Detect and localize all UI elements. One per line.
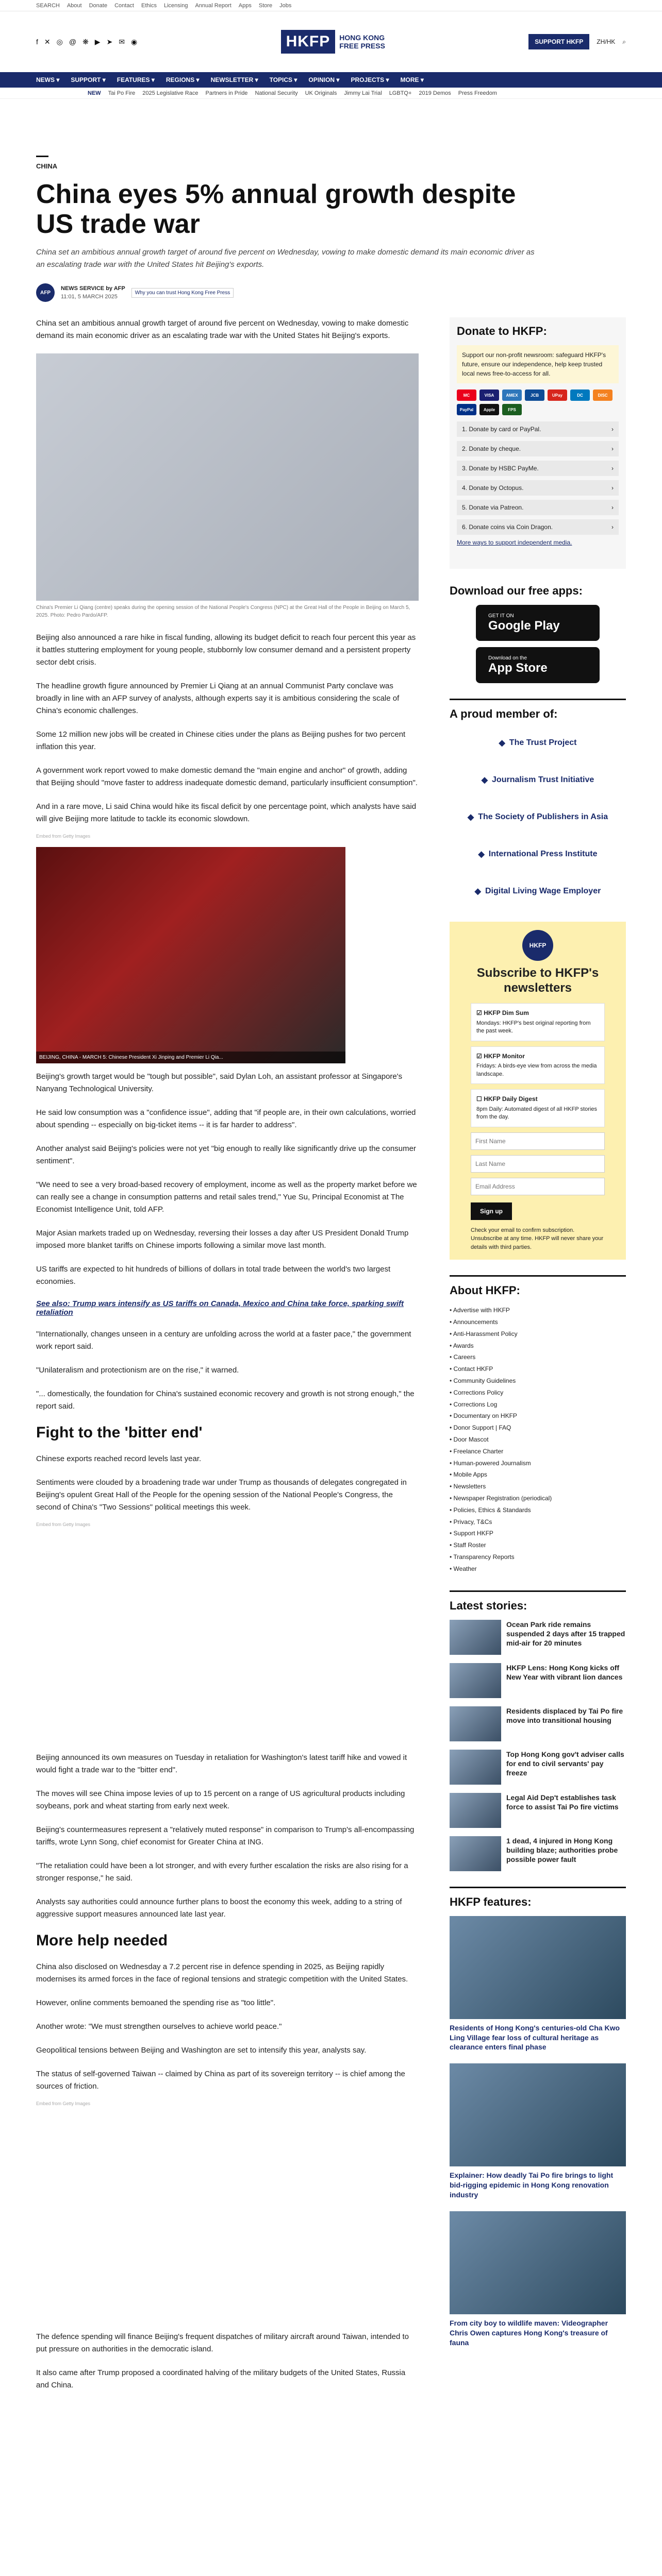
latest-title: Latest stories: [450, 1599, 527, 1612]
chevron-right-icon: › [611, 504, 614, 512]
paragraph: Beijing also announced a rare hike in fiscal funding, allowing its budget deficit to reach four percent this year as it battles stuttering employment for young people, stubbornly low consumer demand and a persistent property sector debt crisis. [36, 633, 416, 667]
article-title: China eyes 5% annual growth despite US trade war [36, 179, 516, 240]
story-thumbnail [450, 1793, 501, 1828]
apps-title: Download our free apps: [450, 584, 583, 598]
paragraph: China also disclosed on Wednesday a 7.2 percent rise in defence spending in 2025, as Beijing rapidly modernises its armed forces in the face of regional tensions and strategic competition with the United States. [36, 1962, 408, 1984]
paragraph: It also came after Trump proposed a coordinated halving of the military budgets of the United States, Russia and China. [36, 2368, 406, 2390]
about-link[interactable]: • Mobile Apps [450, 1471, 487, 1479]
newsletter-option[interactable] [471, 1046, 605, 1084]
hero-image [36, 353, 419, 601]
as-small: Download on the [488, 655, 527, 661]
paragraph: "The retaliation could have been a lot stronger, and with every further escalation the risks are also rising for a stronger response," he said. [36, 1861, 408, 1883]
utility-link[interactable]: Contact [114, 2, 134, 9]
getty-embed-image[interactable] [36, 847, 345, 1063]
about-link[interactable]: • Policies, Ethics & Standards [450, 1506, 531, 1514]
newsletter-option-desc: Mondays: HKFP's best original reporting from the past week. [476, 1020, 591, 1035]
paragraph: Analysts say authorities could announce further plans to boost the economy this week, adding to a string of aggressive support measures announced late last year. [36, 1897, 402, 1919]
about-link[interactable]: • Documentary on HKFP [450, 1412, 517, 1420]
about-link[interactable]: • Door Mascot [450, 1436, 489, 1444]
paragraph: The defence spending will finance Beijing's frequent dispatches of military aircraft around Taiwan, intended to put pressure on authorities in the democratic island. [36, 2332, 409, 2354]
instagram-icon[interactable]: ◎ [56, 37, 63, 46]
paragraph: And in a rare move, Li said China would hike its fiscal deficit by one percentage point, which analysts have said will give Beijing more latitude to tackle its economic slowdown. [36, 802, 417, 824]
donate-box [450, 317, 626, 569]
subnav-link[interactable]: Partners in Pride [205, 90, 248, 96]
latest-story[interactable] [450, 1836, 626, 1871]
nav-item[interactable]: REGIONS ▾ [166, 76, 200, 83]
latest-story[interactable] [450, 1620, 626, 1655]
paragraph: "Unilateralism and protectionism are on the rise," it warned. [36, 1366, 239, 1375]
language-switch[interactable]: ZH/HK [597, 38, 616, 45]
chevron-right-icon: › [611, 465, 614, 472]
divider [450, 699, 626, 700]
image-caption: China's Premier Li Qiang (centre) speaks during the opening session of the National People's Congress (NPC) at the Great Hall of the People in Beijing on March 5, 2025. Photo: Pedro Pardo/AFP. [36, 605, 410, 619]
paragraph: He said low consumption was a "confidence issue", adding that "if people are, in their own calculations, worried about spending -- especially on big-ticket items -- it is far harder to address". [36, 1108, 416, 1130]
embed-credit: Embed from Getty Images [36, 1522, 91, 1528]
latest-story[interactable] [450, 1750, 626, 1785]
sub-nav [0, 88, 662, 99]
divider [450, 1275, 626, 1277]
divider [450, 1887, 626, 1888]
donate-title: Donate to HKFP: [457, 325, 547, 338]
publish-date: 11:01, 5 MARCH 2025 [61, 294, 118, 300]
getty-caption: BEIJING, CHINA - MARCH 5: Chinese President Xi Jinping and Premier Li Qia... [36, 1052, 345, 1063]
about-link[interactable]: • Careers [450, 1353, 476, 1361]
newsletter-title: Subscribe to HKFP's newsletters [476, 966, 599, 995]
payment-card-icon: Apple [479, 404, 499, 415]
paragraph: The status of self-governed Taiwan -- claimed by China as part of its sovereign territory -- is chief among the sources of friction. [36, 2070, 405, 2091]
payment-card-icon: MC [457, 389, 476, 401]
newsletter-option-desc: 8pm Daily: Automated digest of all HKFP stories from the day. [476, 1106, 597, 1121]
embed-placeholder [36, 2114, 419, 2331]
threads-icon[interactable]: @ [69, 37, 77, 46]
chevron-right-icon: › [611, 426, 614, 433]
latest-story[interactable] [450, 1706, 626, 1741]
about-link[interactable]: • Corrections Log [450, 1400, 498, 1408]
byline [36, 283, 626, 302]
newsletter-option[interactable] [471, 1003, 605, 1041]
paragraph: Another analyst said Beijing's policies were not yet "big enough to really like significantly drive up the consumer sentiment". [36, 1144, 416, 1166]
donate-intro: Support our non-profit newsroom: safeguard HKFP's future, ensure our independence, help keep trusted local news free-to-access for all. [457, 345, 619, 383]
about-link[interactable]: • Transparency Reports [450, 1553, 515, 1561]
author-name[interactable]: NEWS SERVICE by AFP [61, 285, 125, 292]
about-link[interactable]: • Awards [450, 1342, 474, 1349]
newsletter-box [450, 922, 626, 1260]
embed-credit: Embed from Getty Images [36, 2101, 91, 2107]
member-logo-icon: ◆ [481, 776, 488, 785]
as-big: App Store [488, 660, 548, 675]
article-lede: China set an ambitious annual growth target of around five percent on Wednesday, vowing to make domestic demand its main economic driver as an escalating trade war with the United States hit Beijing's exports. [36, 248, 535, 269]
subnav-link[interactable]: 2019 Demos [419, 90, 451, 96]
nav-item[interactable]: PROJECTS ▾ [351, 76, 389, 83]
member-logo-icon: ◆ [478, 850, 485, 859]
newsletter-option-desc: Fridays: A birds-eye view from across the media landscape. [476, 1063, 597, 1077]
rss-icon[interactable]: ◉ [131, 37, 138, 46]
payment-card-icon: PayPal [457, 404, 476, 415]
newsletter-option-name: ☐ HKFP Daily Digest [476, 1095, 538, 1103]
paragraph: A government work report vowed to make domestic demand the "main engine and anchor" of growth, adding that Beijing should "move faster to address inadequate domestic demand, particularly insufficient consumption". [36, 766, 418, 788]
donate-option-label: 4. Donate by Octopus. [462, 484, 524, 492]
member-logo-label: The Society of Publishers in Asia [478, 812, 608, 822]
more-ways-link[interactable]: More ways to support independent media. [457, 539, 572, 547]
paragraph: "We need to see a very broad-based recovery of employment, income as well as the property market before we can really see a change in consumption patterns and retail sales trend," Yue Su, Principal Economist at The Economist Intelligence Unit, told AFP. [36, 1180, 417, 1214]
nav-item[interactable]: MORE ▾ [400, 76, 424, 83]
member-logo[interactable] [450, 839, 626, 869]
member-logo-label: The Trust Project [509, 738, 577, 748]
nav-item[interactable]: TOPICS ▾ [269, 76, 297, 83]
nav-item[interactable]: NEWS ▾ [36, 76, 60, 83]
utility-link[interactable]: Apps [238, 2, 252, 9]
newsletter-option-name: ☑ HKFP Monitor [476, 1052, 525, 1060]
paragraph: Some 12 million new jobs will be created in Chinese cities under the plans as Beijing pushes for two percent inflation this year. [36, 730, 406, 752]
about-link[interactable]: • Community Guidelines [450, 1377, 516, 1385]
payment-card-icon: UPay [548, 389, 567, 401]
about-link[interactable]: • Support HKFP [450, 1530, 493, 1537]
donate-option[interactable] [457, 421, 619, 437]
utility-link[interactable]: Annual Report [195, 2, 231, 9]
newsletter-option-name: ☑ HKFP Dim Sum [476, 1009, 529, 1017]
member-logo[interactable] [450, 802, 626, 832]
byline-meta [61, 284, 125, 301]
payment-card-icon: DISC [593, 389, 613, 401]
donate-option[interactable] [457, 480, 619, 496]
donate-option[interactable] [457, 441, 619, 456]
nav-item[interactable]: FEATURES ▾ [117, 76, 155, 83]
new-badge: NEW [88, 90, 101, 96]
subnav-link[interactable]: LGBTQ+ [389, 90, 412, 96]
about-link[interactable]: • Human-powered Journalism [450, 1459, 531, 1467]
member-logo[interactable] [450, 765, 626, 795]
paragraph: "... domestically, the foundation for China's sustained economic recovery and growth is not strong enough," the report said. [36, 1389, 415, 1411]
email-field[interactable] [471, 1178, 605, 1195]
latest-story[interactable] [450, 1793, 626, 1828]
subnav-link[interactable]: 2025 Legislative Race [142, 90, 198, 96]
main-nav [0, 72, 662, 88]
payment-card-icon: VISA [479, 389, 499, 401]
sidebar [450, 317, 626, 2403]
paragraph: However, online comments bemoaned the spending rise as "too little". [36, 1998, 276, 2008]
app-store-badge[interactable] [476, 647, 600, 683]
about-link[interactable]: • Staff Roster [450, 1541, 486, 1549]
google-play-badge[interactable] [476, 605, 600, 641]
first-name-field[interactable] [471, 1132, 605, 1150]
category-rule [36, 156, 48, 157]
paragraph: Another wrote: "We must strengthen ourselves to achieve world peace." [36, 2022, 282, 2031]
utility-link[interactable]: Ethics [141, 2, 157, 9]
features-title: HKFP features: [450, 1895, 532, 1908]
about-link[interactable]: • Newsletters [450, 1483, 486, 1490]
donate-option-label: 6. Donate coins via Coin Dragon. [462, 523, 553, 531]
payment-cards [457, 389, 619, 415]
feature-image[interactable] [450, 1916, 626, 2019]
about-link[interactable]: • Newspaper Registration (periodical) [450, 1495, 552, 1502]
utility-bar [0, 0, 662, 11]
story-title: Residents displaced by Tai Po fire move into transitional housing [506, 1706, 623, 1724]
utility-link[interactable]: Donate [89, 2, 108, 9]
youtube-icon[interactable]: ▶ [94, 37, 101, 46]
social-links [36, 38, 137, 46]
about-link[interactable]: • Announcements [450, 1318, 498, 1326]
paragraph: Beijing's growth target would be "tough but possible", said Dylan Loh, an assistant professor at Singapore's Nanyang Technological University. [36, 1072, 403, 1094]
header-actions [528, 34, 626, 49]
about-link[interactable]: • Weather [450, 1565, 477, 1572]
nav-item[interactable]: NEWSLETTER ▾ [210, 76, 258, 83]
utility-link[interactable]: Licensing [163, 2, 188, 9]
nav-item[interactable]: SUPPORT ▾ [71, 76, 106, 83]
payment-card-icon: DC [570, 389, 590, 401]
donate-option-label: 2. Donate by cheque. [462, 445, 521, 453]
logo-line2: FREE PRESS [339, 42, 385, 50]
member-logo-icon: ◆ [474, 887, 481, 896]
about-link[interactable]: • Privacy, T&Cs [450, 1518, 492, 1526]
member-logo-icon: ◆ [467, 813, 474, 822]
facebook-icon[interactable]: f [36, 37, 38, 46]
embed-placeholder [36, 1535, 419, 1752]
story-title: Top Hong Kong gov't adviser calls for end to civil servants' pay freeze [506, 1750, 624, 1777]
story-title: Ocean Park ride remains suspended 2 days after 15 trapped mid-air for 20 minutes [506, 1620, 625, 1647]
feature-title[interactable]: Explainer: How deadly Tai Po fire brings to light bid-rigging epidemic in Hong Kong renovation industry [450, 2171, 614, 2199]
feature-image[interactable] [450, 2211, 626, 2314]
about-link[interactable]: • Anti-Harassment Policy [450, 1330, 518, 1337]
member-logo-icon: ◆ [499, 739, 505, 748]
search-icon[interactable]: ⌕ [622, 38, 626, 45]
see-also-link[interactable]: See also: Trump wars intensify as US tariffs on Canada, Mexico and China take force, sparking swift retaliation [36, 1299, 404, 1317]
utility-link[interactable]: Store [258, 2, 273, 9]
paragraph: The headline growth figure announced by Premier Li Qiang at an annual Communist Party conclave was broadly in line with an AFP survey of analysts, although experts say it is ambitious considering the scale of China's economic challenges. [36, 682, 400, 716]
latest-story[interactable] [450, 1663, 626, 1698]
feature-title[interactable]: From city boy to wildlife maven: Videographer Chris Owen captures Hong Kong's treasure of fauna [450, 2318, 608, 2347]
donate-option-label: 1. Donate by card or PayPal. [462, 426, 541, 433]
category-label[interactable]: CHINA [36, 162, 58, 170]
section-heading: Fight to the 'bitter end' [36, 1424, 203, 1442]
utility-link[interactable]: SEARCH [36, 2, 60, 9]
donate-option-label: 5. Donate via Patreon. [462, 504, 524, 512]
nav-item[interactable]: OPINION ▾ [308, 76, 340, 83]
story-title: 1 dead, 4 injured in Hong Kong building blaze; authorities probe possible power fault [506, 1836, 618, 1863]
twitter-icon[interactable]: ✕ [44, 37, 51, 46]
paragraph: Chinese exports reached record levels last year. [36, 1454, 202, 1464]
subnav-link[interactable]: National Security [255, 90, 298, 96]
section-heading: More help needed [36, 1932, 168, 1950]
divider [450, 1590, 626, 1592]
about-link[interactable]: • Contact HKFP [450, 1365, 493, 1373]
member-logo-label: Digital Living Wage Employer [485, 887, 601, 896]
chevron-right-icon: › [611, 445, 614, 453]
trust-link[interactable]: Why you can trust Hong Kong Free Press [131, 288, 234, 298]
article-body [36, 317, 419, 2403]
telegram-icon[interactable]: ➤ [106, 37, 113, 46]
gp-small: GET IT ON [488, 613, 514, 619]
story-thumbnail [450, 1620, 501, 1655]
subnav-link[interactable]: Jimmy Lai Trial [344, 90, 382, 96]
member-logo-label: Journalism Trust Initiative [492, 775, 594, 785]
site-header [0, 11, 662, 72]
about-link[interactable]: • Freelance Charter [450, 1447, 504, 1455]
newsletter-fine-print: Check your email to confirm subscription. Unsubscribe at any time. HKFP will never share your details with third parties. [471, 1227, 604, 1250]
story-title: HKFP Lens: Hong Kong kicks off New Year with vibrant lion dances [506, 1663, 623, 1681]
about-title: About HKFP: [450, 1284, 520, 1297]
subnav-link[interactable]: UK Originals [305, 90, 337, 96]
chevron-right-icon: › [611, 523, 614, 531]
signup-button[interactable]: Sign up [471, 1202, 512, 1220]
chevron-right-icon: › [611, 484, 614, 492]
about-link[interactable]: • Advertise with HKFP [450, 1307, 510, 1314]
donate-option-label: 3. Donate by HSBC PayMe. [462, 465, 539, 472]
bluesky-icon[interactable]: ❋ [82, 37, 89, 46]
payment-card-icon: AMEX [502, 389, 522, 401]
member-logo-label: International Press Institute [488, 850, 598, 859]
member-logo[interactable] [450, 876, 626, 906]
about-link[interactable]: • Donor Support | FAQ [450, 1424, 511, 1432]
about-link[interactable]: • Corrections Policy [450, 1388, 504, 1396]
paragraph: The moves will see China impose levies of up to 15 percent on a range of US agricultural products including soybeans, pork and wheat starting from early next week. [36, 1789, 405, 1811]
subnav-link[interactable]: Tai Po Fire [108, 90, 136, 96]
member-logo[interactable] [450, 728, 626, 758]
payment-card-icon: JCB [525, 389, 544, 401]
payment-card-icon: FPS [502, 404, 522, 415]
paragraph: Major Asian markets traded up on Wednesday, reversing their losses a day after US President Donald Trump imposed more blanket tariffs on Chinese imports following a similar move last month. [36, 1229, 409, 1250]
paragraph: Sentiments were clouded by a broadening trade war under Trump as thousands of delegates congregated in Beijing's opulent Great Hall of the People for the opening session of the National People's Congress, the second of China's "Two Sessions" political meetings this week. [36, 1478, 407, 1512]
paragraph: US tariffs are expected to hit hundreds of billions of dollars in total trade between the world's two largest economies. [36, 1265, 391, 1286]
logo-line1: HONG KONG [339, 33, 385, 42]
email-icon[interactable]: ✉ [119, 37, 125, 46]
logo-text [339, 33, 385, 50]
last-name-field[interactable] [471, 1155, 605, 1173]
story-thumbnail [450, 1663, 501, 1698]
logo-mark: HKFP [281, 30, 336, 54]
donate-option[interactable] [457, 461, 619, 476]
subnav-link[interactable]: Press Freedom [458, 90, 497, 96]
story-title: Legal Aid Dep't establishes task force to assist Tai Po fire victims [506, 1793, 619, 1811]
story-thumbnail [450, 1750, 501, 1785]
feature-title[interactable]: Residents of Hong Kong's centuries-old Cha Kwo Ling Village fear loss of cultural heritage as clearance enters final phase [450, 2023, 620, 2052]
paragraph: Beijing's countermeasures represent a "relatively muted response" in comparison to Trump's all-encompassing tariffs, wrote Lynn Song, chief economist for Greater China at ING. [36, 1825, 415, 1847]
utility-link[interactable]: Jobs [279, 2, 292, 9]
paragraph: Beijing announced its own measures on Tuesday in retaliation for Washington's latest tariff hike and vowed it would fight a trade war to the "bitter end". [36, 1753, 407, 1775]
story-thumbnail [450, 1706, 501, 1741]
newsletter-option[interactable] [471, 1089, 605, 1127]
feature-image[interactable] [450, 2063, 626, 2166]
paragraph: China set an ambitious annual growth target of around five percent on Wednesday, vowing to make domestic demand its main economic driver as an escalating trade war with the United States hit Beijing's exports. [36, 319, 409, 341]
about-list [450, 1304, 626, 1574]
utility-link[interactable]: About [67, 2, 82, 9]
paragraph: "Internationally, changes unseen in a century are unfolding across the world at a faster pace," the government work report said. [36, 1330, 411, 1351]
member-title: A proud member of: [450, 707, 558, 721]
support-button[interactable]: SUPPORT HKFP [528, 34, 589, 49]
embed-credit: Embed from Getty Images [36, 834, 91, 839]
story-thumbnail [450, 1836, 501, 1871]
paragraph: Geopolitical tensions between Beijing and Washington are set to intensify this year, analysts say. [36, 2046, 367, 2055]
gp-big: Google Play [488, 618, 560, 633]
author-avatar[interactable]: AFP [36, 283, 55, 302]
site-logo[interactable] [281, 30, 385, 54]
donate-option[interactable] [457, 500, 619, 515]
newsletter-badge: HKFP [522, 930, 553, 961]
donate-option[interactable] [457, 519, 619, 535]
